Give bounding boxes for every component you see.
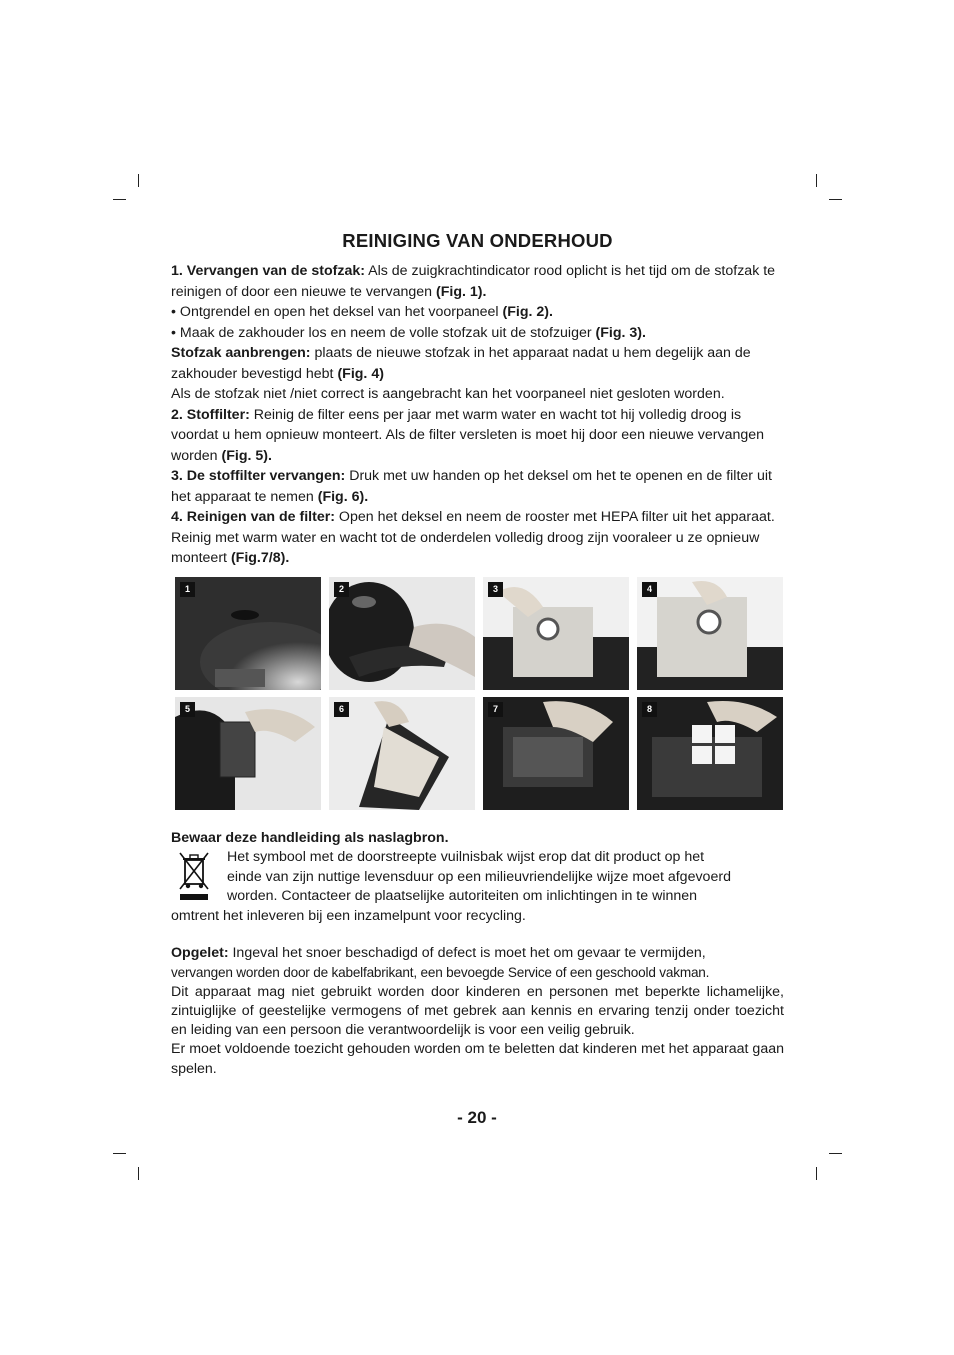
dust-filter-image (175, 697, 321, 810)
crop-mark (138, 1167, 139, 1180)
caution-text: Ingeval het snoer beschadigd of defect is moet het om gevaar te vermijden, (228, 945, 706, 961)
paragraph-dust-filter (171, 405, 784, 467)
step-label: Stofzak aanbrengen: (171, 345, 311, 361)
figure-5-photo (175, 697, 321, 810)
step-label: 2. Stoffilter: (171, 406, 250, 423)
caution-text: vervangen worden door de kabelfabrikant, een bevoegde Service of een geschoold vakman. (171, 965, 710, 981)
bullet-text: • Ontgrendel en open het deksel van het voorpaneel (171, 304, 503, 320)
caution-text: Er moet voldoende toezicht gehouden worden om te beletten dat kinderen met het apparaat gaan spelen. (171, 1041, 784, 1077)
figure-number: 6 (334, 702, 349, 717)
weee-line: worden. Contacteer de plaatselijke autoriteiten om inlichtingen in te winnen (227, 888, 698, 904)
remove-bag-image (483, 577, 629, 690)
caution-section (171, 944, 784, 1079)
paragraph-insert-bag (171, 343, 784, 384)
open-grille-image (483, 697, 629, 810)
fig-ref: (Fig. 2). (502, 304, 553, 320)
replace-filter-image (329, 697, 475, 810)
insert-bag-image (637, 577, 783, 690)
crop-mark (816, 1167, 817, 1180)
step-text: Open het deksel en neem de rooster met HEPA filter uit het apparaat. Reinig met warm water en wacht tot de onderdelen volledig droog zijn vooraleer u ze opnieuw monteert (171, 509, 775, 566)
figure-7-photo (483, 697, 629, 810)
figure-number: 3 (488, 582, 503, 597)
weee-line: einde van zijn nuttige levensduur op een milieuvriendelijke wijze moet afgevoerd (227, 868, 731, 885)
instructions (171, 261, 784, 569)
fig-ref: (Fig. 1). (436, 283, 487, 300)
bullet-text: • Maak de zakhouder los en neem de volle stofzak uit de stofzuiger (171, 324, 596, 341)
figure-number: 1 (180, 582, 195, 597)
crop-mark (113, 1153, 126, 1154)
fig-ref: (Fig.7/8). (230, 550, 290, 566)
keep-manual-note (171, 828, 784, 849)
paragraph-replace-filter (171, 466, 784, 507)
vacuum-top-image (175, 577, 321, 690)
weee-line: Het symbool met de doorstreepte vuilnisbak wijst erop dat dit product op het (227, 849, 705, 865)
fig-ref: (Fig. 5). (221, 447, 272, 464)
figure-number: 2 (334, 582, 349, 597)
page-title: REINIGING VAN ONDERHOUD (342, 230, 613, 251)
crop-mark (829, 1153, 842, 1154)
page-number: - 20 - (457, 1108, 497, 1127)
figure-number: 5 (180, 702, 195, 717)
figure-number: 7 (488, 702, 503, 717)
figure-3-photo (483, 577, 629, 690)
caution-label: Opgelet: (171, 945, 229, 961)
caution-text: Dit apparaat mag niet gebruikt worden door kinderen en personen met beperkte lichamelijke, zintuiglijke of geestelijke vermogens of met gebrek aan kennis en ervaring tenzij onder toezicht en leiding van een persoon die verantwoordelijk is voor een veilig gebruik. (171, 983, 784, 1039)
paragraph-replace-dustbag (171, 261, 784, 302)
keep-manual-text: Bewaar deze handleiding als naslagbron. (171, 830, 449, 846)
crop-mark (829, 199, 842, 200)
step-label: 1. Vervangen van de stofzak: (171, 263, 365, 279)
figure-6-photo (329, 697, 475, 810)
fig-ref: (Fig. 6). (317, 488, 369, 505)
figure-8-photo (637, 697, 783, 810)
hepa-filter-image (637, 697, 783, 810)
crop-mark (816, 174, 817, 187)
paragraph-clean-filter (171, 507, 784, 569)
open-cover-image (329, 577, 475, 690)
figure-4-photo (637, 577, 783, 690)
crop-mark (113, 199, 126, 200)
step-text: Als de zuigkrachtindicator rood oplicht is het tijd om de stofzak te reinigen of door een nieuwe te vervangen (171, 263, 776, 300)
step-label: 4. Reinigen van de filter: (171, 509, 335, 525)
crop-mark (138, 174, 139, 187)
figure-1-photo (175, 577, 321, 690)
step-text: Druk met uw handen op het deksel om het te openen en de filter uit het apparaat te nemen (171, 468, 772, 505)
figure-number: 8 (642, 702, 657, 717)
bullet-unlock (171, 302, 784, 323)
weee-disposal-text (171, 848, 784, 926)
fig-ref: (Fig. 3). (595, 324, 646, 341)
paragraph-warning-bag: Als de stofzak niet /niet correct is aangebracht kan het voorpaneel niet gesloten worden. (171, 386, 725, 402)
step-text: plaats de nieuwe stofzak in het apparaat nadat u hem degelijk aan de zakhouder bevestigd hebt (171, 345, 751, 382)
fig-ref: (Fig. 4) (337, 365, 384, 382)
step-text: Reinig de filter eens per jaar met warm water en wacht tot hij volledig droog is voordat u hem opnieuw monteert. Als de filter versleten is moet hij door een nieuwe vervangen worden (171, 406, 765, 464)
step-label: 3. De stoffilter vervangen: (171, 468, 346, 484)
figure-number: 4 (642, 582, 657, 597)
caution-paragraph (171, 944, 784, 963)
bullet-remove-bag (171, 323, 784, 344)
figure-2-photo (329, 577, 475, 690)
weee-line: omtrent het inleveren bij een inzamelpunt voor recycling. (171, 907, 526, 924)
